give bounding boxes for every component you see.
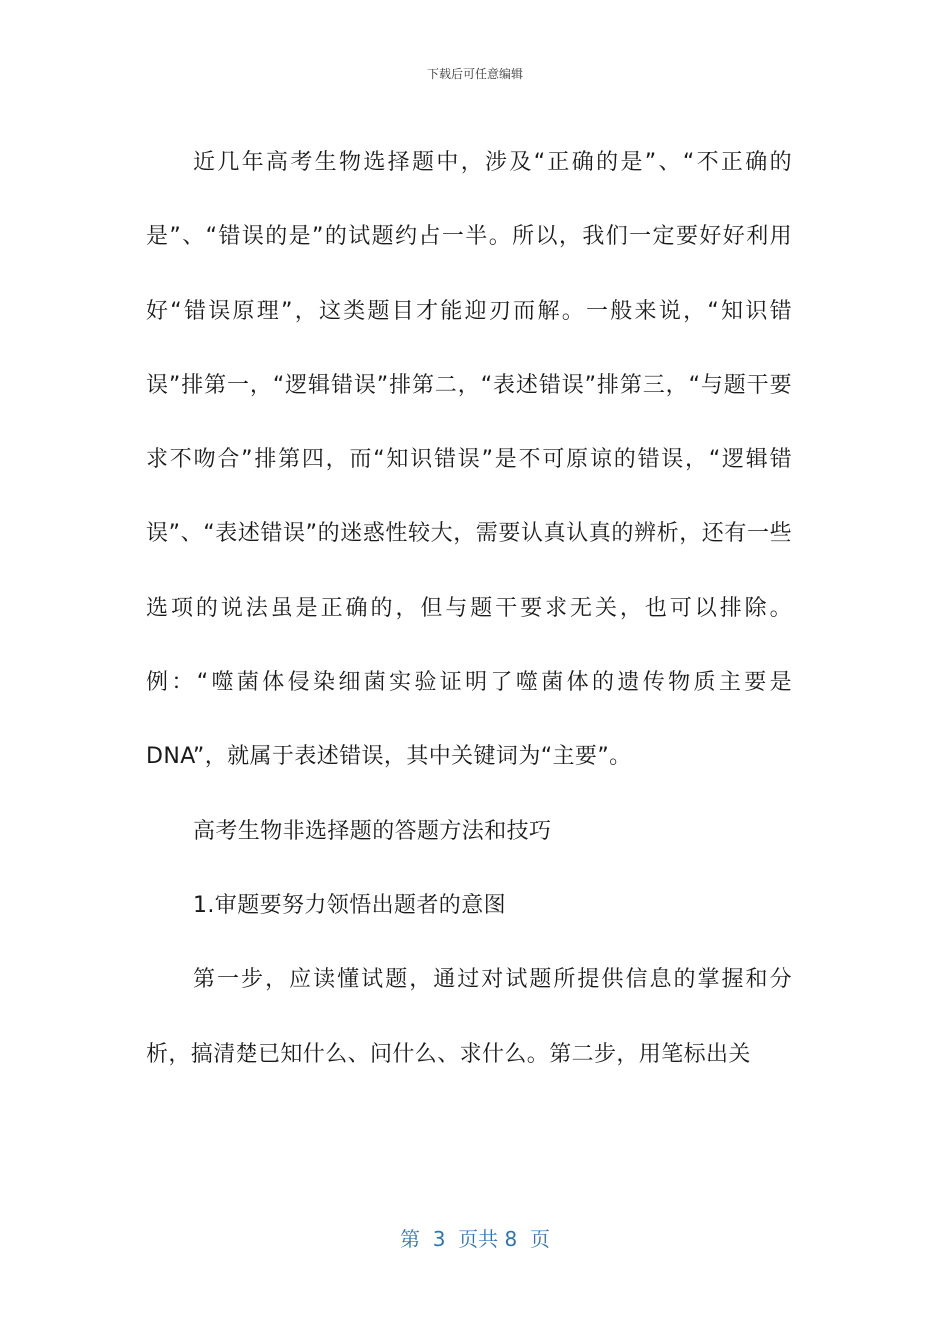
paragraph-choice-question-tips: 近几年高考生物选择题中，涉及“正确的是”、“不正确的是”、“错误的是”的试题约占一半。所以，我们一定要好好利用好“错误原理”，这类题目才能迎刃而解。一般来说，“知识错误”排第一，“逻辑错误”排第二，“表述错误”排第三，“与题干要求不吻合”排第四，而“知识错误”是不可原谅的错误，“逻辑错误”、“表述错误”的迷惑性较大，需要认真认真的辨析，还有一些选项的说法虽是正确的，但与题干要求无关，也可以排除。例：“噬菌体侵染细菌实验证明了噬菌体的遗传物质主要是DNA”，就属于表述错误，其中关键词为“主要”。 <box>146 150 792 770</box>
document-body <box>146 126 792 1092</box>
subheading-1: 1.审题要努力领悟出题者的意图 <box>193 892 506 918</box>
section-heading: 高考生物非选择题的答题方法和技巧 <box>193 818 552 844</box>
page-number-footer: 第 3 页共 8 页 <box>400 1227 550 1251</box>
paragraph-step-one: 第一步，应读懂试题，通过对试题所提供信息的掌握和分析，搞清楚已知什么、问什么、求什么。第二步，用笔标出关 <box>146 967 792 1067</box>
page-header: 下载后可任意编辑 <box>426 67 523 81</box>
